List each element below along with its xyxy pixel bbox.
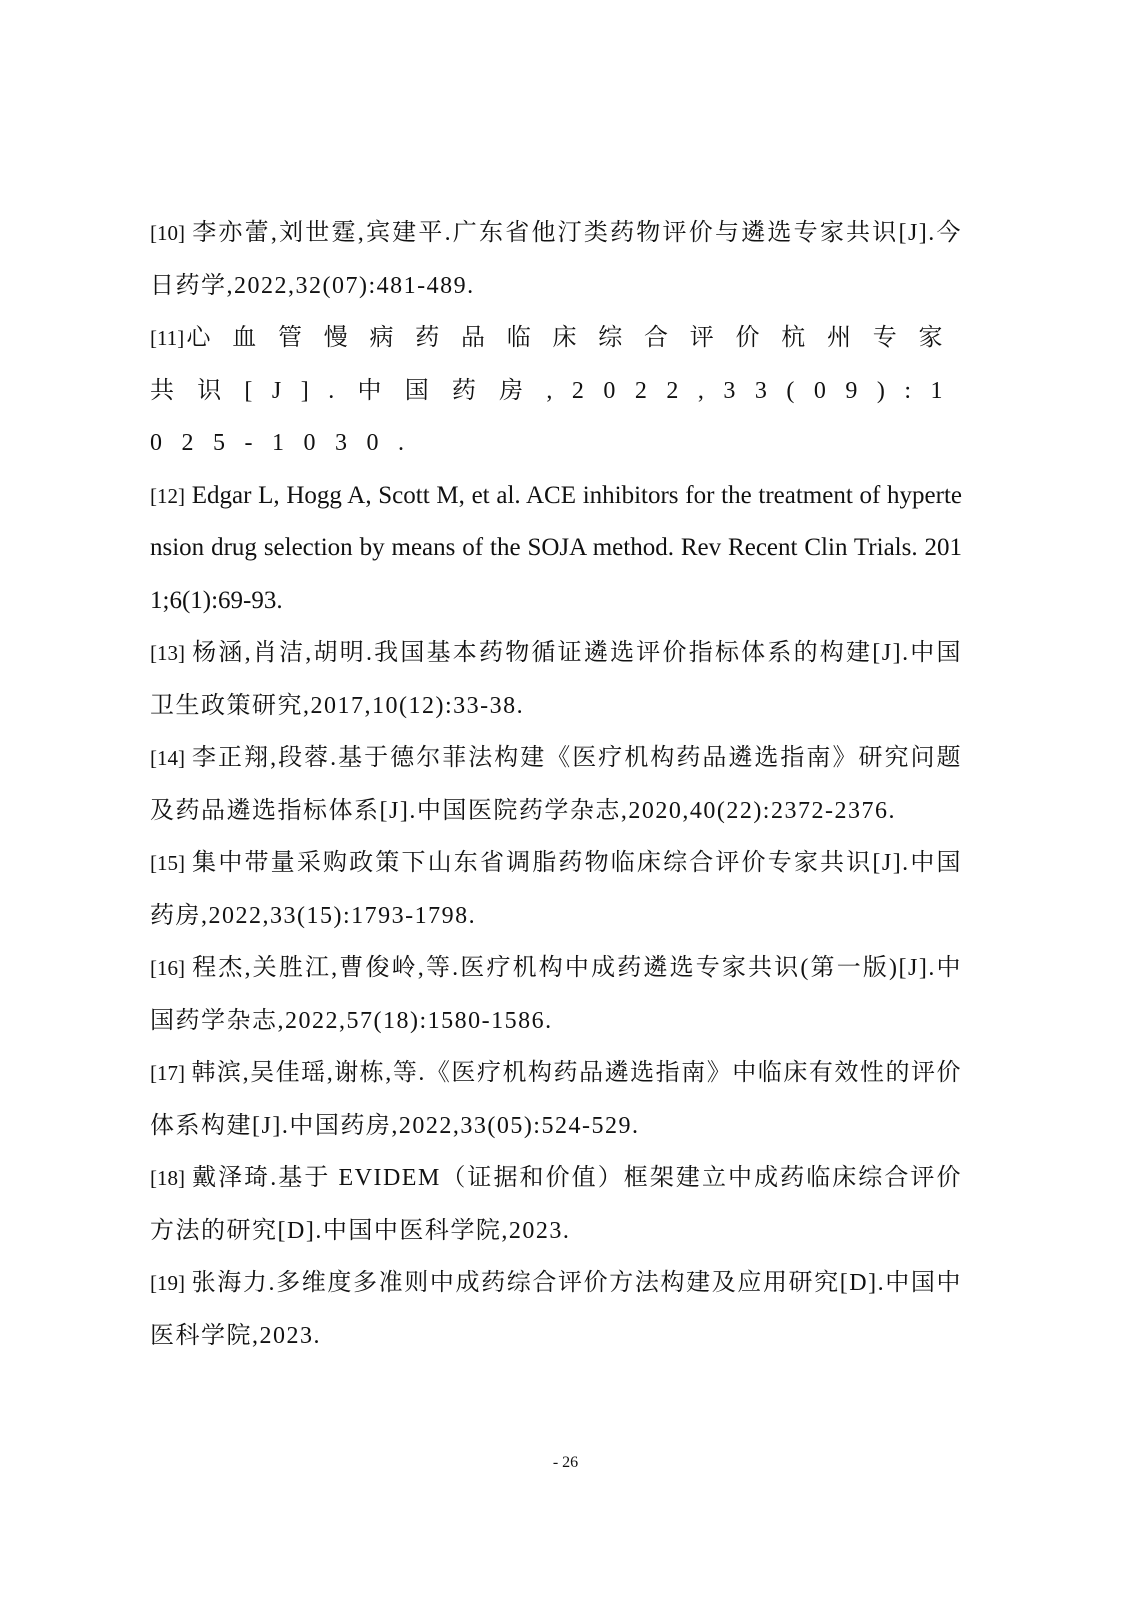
reference-text: 张海力.多维度多准则中成药综合评价方法构建及应用研究[D].中国中医科学院,2023. xyxy=(150,1270,962,1349)
reference-text: 李亦蕾,刘世霆,宾建平.广东省他汀类药物评价与遴选专家共识[J].今日药学,2022,32(07):481-489. xyxy=(150,220,962,299)
reference-entry-14 xyxy=(150,732,962,837)
reference-number: [10] xyxy=(150,221,185,245)
reference-number: [11] xyxy=(150,326,185,350)
reference-entry-12 xyxy=(150,470,962,628)
reference-text: Edgar L, Hogg A, Scott M, et al. ACE inhibitors for the treatment of hypertension drug selection by means of the SOJA method. Rev Recent Clin Trials. 2011;6(1):69-93. xyxy=(150,481,962,614)
reference-list xyxy=(150,207,962,1362)
reference-number: [16] xyxy=(150,956,185,980)
reference-number: [12] xyxy=(150,483,185,508)
reference-number: [19] xyxy=(150,1271,185,1295)
reference-text: 韩滨,吴佳瑶,谢栋,等.《医疗机构药品遴选指南》中临床有效性的评价体系构建[J].中国药房,2022,33(05):524-529. xyxy=(150,1060,962,1139)
reference-entry-16 xyxy=(150,942,962,1047)
reference-entry-15 xyxy=(150,837,962,942)
page-number: - 26 xyxy=(552,1454,579,1471)
reference-number: [15] xyxy=(150,851,185,875)
reference-number: [14] xyxy=(150,746,185,770)
reference-text: 程杰,关胜江,曹俊岭,等.医疗机构中成药遴选专家共识(第一版)[J].中国药学杂志,2022,57(18):1580-1586. xyxy=(150,955,963,1034)
reference-text: 杨涵,肖洁,胡明.我国基本药物循证遴选评价指标体系的构建[J].中国卫生政策研究,2017,10(12):33-38. xyxy=(150,640,962,719)
reference-text: 李正翔,段蓉.基于德尔菲法构建《医疗机构药品遴选指南》研究问题及药品遴选指标体系[J].中国医院药学杂志,2020,40(22):2372-2376. xyxy=(150,745,963,824)
reference-entry-13 xyxy=(150,627,962,732)
reference-entry-19 xyxy=(150,1257,962,1362)
reference-number: [13] xyxy=(150,641,185,665)
reference-number: [18] xyxy=(150,1166,185,1190)
reference-entry-10 xyxy=(150,207,962,312)
reference-entry-18 xyxy=(150,1152,962,1257)
reference-text: 集中带量采购政策下山东省调脂药物临床综合评价专家共识[J].中国药房,2022,33(15):1793-1798. xyxy=(150,850,963,929)
reference-number: [17] xyxy=(150,1061,185,1085)
reference-entry-11 xyxy=(150,312,962,470)
reference-entry-17 xyxy=(150,1047,962,1152)
reference-text: 心血管慢病药品临床综合评价杭州专家共识[J].中国药房,2022,33(09):1025-1030. xyxy=(150,325,962,456)
reference-text: 戴泽琦.基于 EVIDEM（证据和价值）框架建立中成药临床综合评价方法的研究[D].中国中医科学院,2023. xyxy=(150,1165,962,1244)
